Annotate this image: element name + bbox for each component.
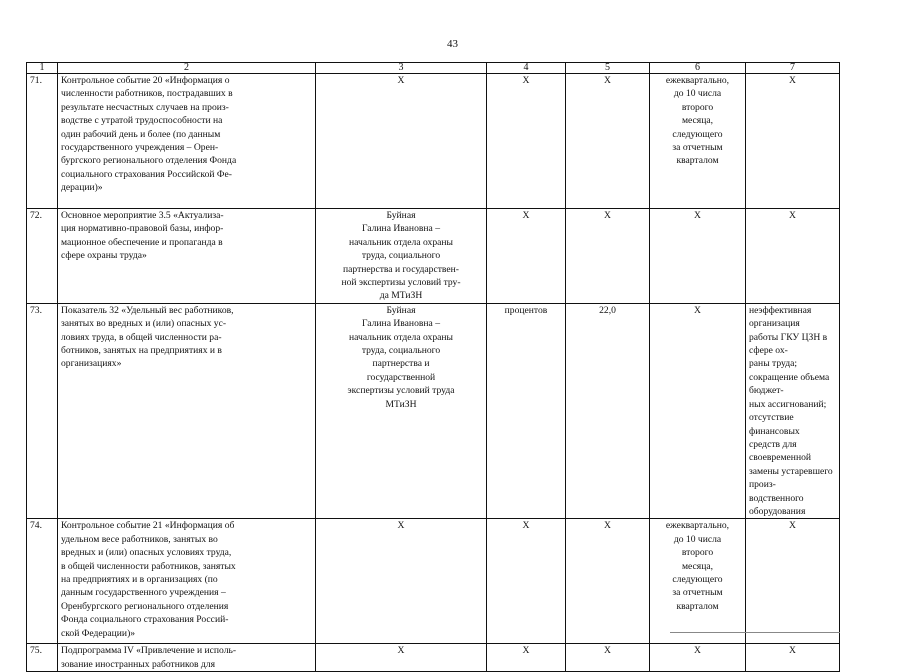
- value-cell: Х: [566, 519, 650, 644]
- deadline-cell: Х: [650, 209, 746, 304]
- table-row: [27, 209, 840, 304]
- risk-cell: Х: [746, 209, 840, 304]
- table-row: [27, 644, 840, 672]
- unit-cell: Х: [487, 644, 566, 672]
- responsible-cell: Х: [316, 644, 487, 672]
- deadline-cell: ежеквартально, до 10 числа второго месяца, следующего за отчетным кварталом: [650, 74, 746, 209]
- header-cell: 2: [58, 63, 316, 74]
- description-cell: Показатель 32 «Удельный вес работников, занятых во вредных и (или) опасных ус- ловиях труда, в общей численности ра- ботников, занятых на предприятиях и в организациях»: [58, 303, 316, 519]
- responsible-cell: Буйная Галина Ивановна – начальник отдела охраны труда, социального партнерства и государственной экспертизы условий труда МТиЗН: [316, 303, 487, 519]
- deadline-cell: Х: [650, 303, 746, 519]
- header-cell: 6: [650, 63, 746, 74]
- header-cell: 5: [566, 63, 650, 74]
- description-cell: Подпрограмма IV «Привлечение и исполь- зование иностранных работников для: [58, 644, 316, 672]
- value-cell: Х: [566, 644, 650, 672]
- value-cell: 22,0: [566, 303, 650, 519]
- header-cell: 3: [316, 63, 487, 74]
- responsible-cell: Х: [316, 74, 487, 209]
- header-cell: 1: [27, 63, 58, 74]
- table-row: [27, 303, 840, 519]
- risk-cell: Х: [746, 519, 840, 644]
- footer-rule: [670, 632, 840, 633]
- risk-cell: Х: [746, 74, 840, 209]
- row-number: 75.: [27, 644, 58, 672]
- responsible-cell: Буйная Галина Ивановна – начальник отдела охраны труда, социального партнерства и государствен- ной экспертизы условий тру- да МТиЗН: [316, 209, 487, 304]
- page-number: 43: [447, 38, 458, 50]
- row-number: 74.: [27, 519, 58, 644]
- unit-cell: процентов: [487, 303, 566, 519]
- header-row: [27, 63, 840, 74]
- description-cell: Контрольное событие 21 «Информация об удельном весе работников, занятых во вредных и (или) опасных условиях труда, в общей численности работников, занятых на предприятиях и в организациях (по данным государственного учреждения – Оренбургского регионального отделения Фонда социального страхования Россий- ской Федерации)»: [58, 519, 316, 644]
- unit-cell: Х: [487, 519, 566, 644]
- program-table: [26, 62, 840, 672]
- table-row: [27, 519, 840, 644]
- header-cell: 7: [746, 63, 840, 74]
- risk-cell: неэффективная организация работы ГКУ ЦЗН в сфере ох- раны труда; сокращение объема бюджет- ных ассигнований; отсутствие финансовых средств для своевременной замены устаревшего произ- водственного оборудования: [746, 303, 840, 519]
- table-row: [27, 74, 840, 209]
- responsible-cell: Х: [316, 519, 487, 644]
- description-cell: Контрольное событие 20 «Информация о численности работников, пострадавших в результате несчастных случаев на произ- водстве с утратой трудоспособности на один рабочий день и более (по данным государственного учреждения – Орен- бургского регионального отделения Фонда социального страхования Российской Фе- дерации)»: [58, 74, 316, 209]
- unit-cell: Х: [487, 209, 566, 304]
- value-cell: Х: [566, 209, 650, 304]
- value-cell: Х: [566, 74, 650, 209]
- row-number: 73.: [27, 303, 58, 519]
- deadline-cell: Х: [650, 644, 746, 672]
- deadline-cell: ежеквартально, до 10 числа второго месяца, следующего за отчетным кварталом: [650, 519, 746, 644]
- unit-cell: Х: [487, 74, 566, 209]
- row-number: 71.: [27, 74, 58, 209]
- row-number: 72.: [27, 209, 58, 304]
- header-cell: 4: [487, 63, 566, 74]
- risk-cell: Х: [746, 644, 840, 672]
- description-cell: Основное мероприятие 3.5 «Актуализа- ция нормативно-правовой базы, инфор- мационное обеспечение и пропаганда в сфере охраны труда»: [58, 209, 316, 304]
